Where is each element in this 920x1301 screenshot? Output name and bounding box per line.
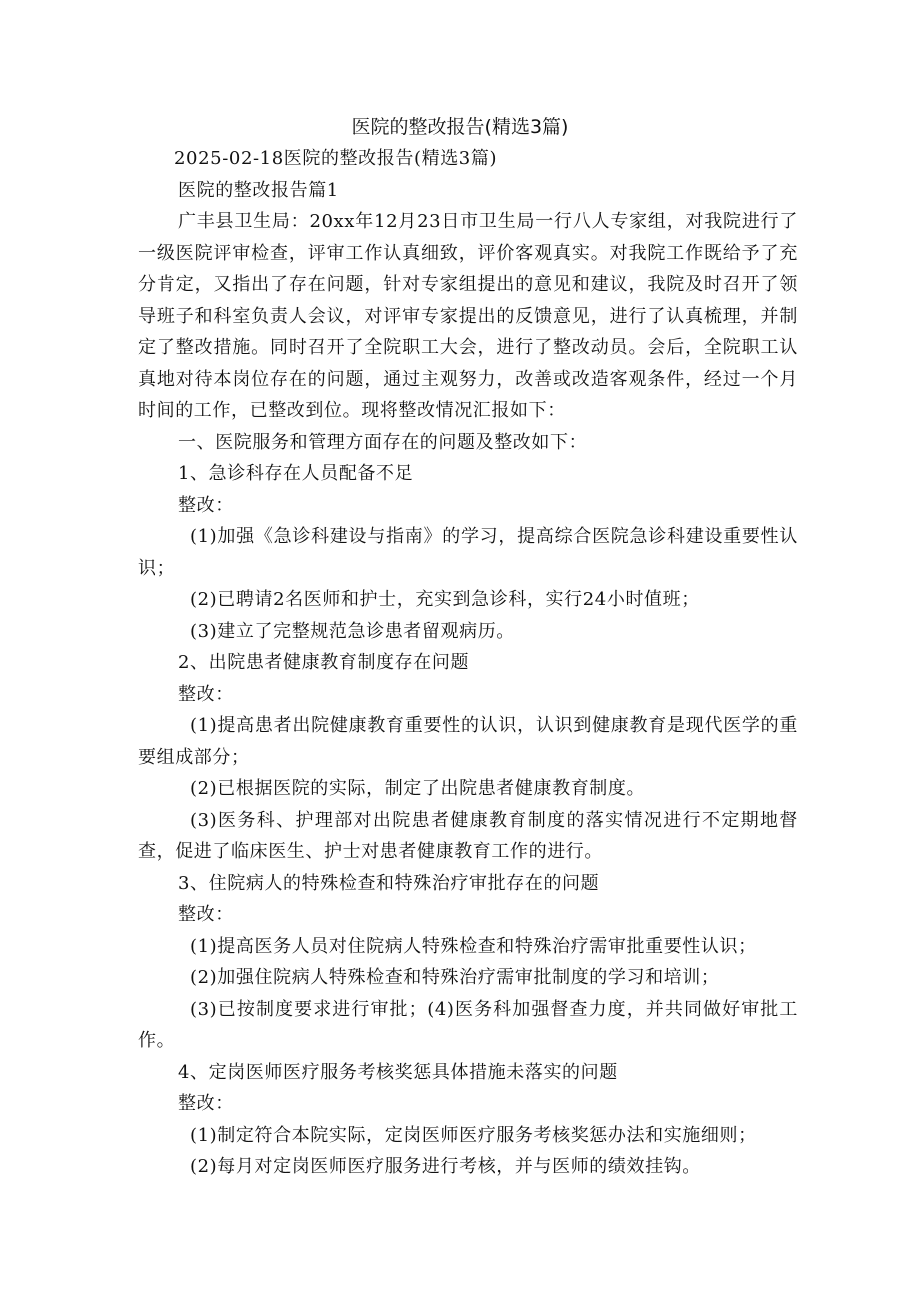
paragraph: (1)提高患者出院健康教育重要性的认识，认识到健康教育是现代医学的重要组成部分； (138, 715, 798, 768)
paragraph: (1)提高医务人员对住院病人特殊检查和特殊治疗需审批重要性认识； (190, 935, 757, 957)
paragraph: (2)加强住院病人特殊检查和特殊治疗需审批制度的学习和培训； (190, 967, 720, 988)
document-title: 医院的整改报告(精选3篇) (351, 116, 569, 138)
paragraph: 广丰县卫生局：20xx年12月23日市卫生局一行八人专家组，对我院进行了一级医院评审检查，评审工作认真细致，评价客观真实。对我院工作既给予了充分肯定，又指出了存在问题，针对专家组提出的意见和建议，我院及时召开了领导班子和科室负责人会议，对评审专家提出的反馈意见，进行了认真梳理，并制定了整改措施。同时召开了全院职工大会，进行了整改动员。会后，全院职工认真地对待本岗位存在的问题，通过主观努力，改善或改造客观条件，经过一个月时间的工作，已整改到位。现将整改情况汇报如下： (138, 211, 798, 421)
paragraph: 2025-02-18医院的整改报告(精选3篇) (174, 148, 498, 169)
paragraph: (2)已根据医院的实际，制定了出院患者健康教育制度。 (190, 778, 646, 799)
paragraph: 整改： (178, 1093, 234, 1114)
paragraph: 1、急诊科存在人员配备不足 (178, 463, 414, 484)
paragraph: (2)每月对定岗医师医疗服务进行考核，并与医师的绩效挂钩。 (190, 1156, 701, 1177)
paragraph: 整改： (178, 683, 234, 705)
paragraph: 医院的整改报告篇1 (178, 179, 339, 201)
paragraph: 4、定岗医师医疗服务考核奖惩具体措施未落实的问题 (178, 1061, 618, 1083)
paragraph: (2)已聘请2名医师和护士，充实到急诊科，实行24小时值班； (190, 589, 700, 610)
paragraph: 整改： (178, 904, 234, 925)
paragraph: 2、出院患者健康教育制度存在问题 (178, 652, 470, 673)
paragraph: (1)加强《急诊科建设与指南》的学习，提高综合医院急诊科建设重要性认识； (138, 526, 798, 579)
paragraph: 整改： (178, 494, 234, 516)
paragraph: (3)建立了完整规范急诊患者留观病历。 (190, 620, 515, 642)
paragraph: (1)制定符合本院实际，定岗医师医疗服务考核奖惩办法和实施细则； (190, 1124, 757, 1146)
paragraph: 一、医院服务和管理方面存在的问题及整改如下： (178, 431, 588, 453)
paragraph: 3、住院病人的特殊检查和特殊治疗审批存在的问题 (178, 872, 600, 894)
paragraph: (3)已按制度要求进行审批；(4)医务科加强督查力度，并共同做好审批工作。 (138, 998, 798, 1051)
paragraph: (3)医务科、护理部对出院患者健康教育制度的落实情况进行不定期地督查，促进了临床医生、护士对患者健康教育工作的进行。 (138, 809, 798, 862)
document-body (138, 143, 798, 1183)
